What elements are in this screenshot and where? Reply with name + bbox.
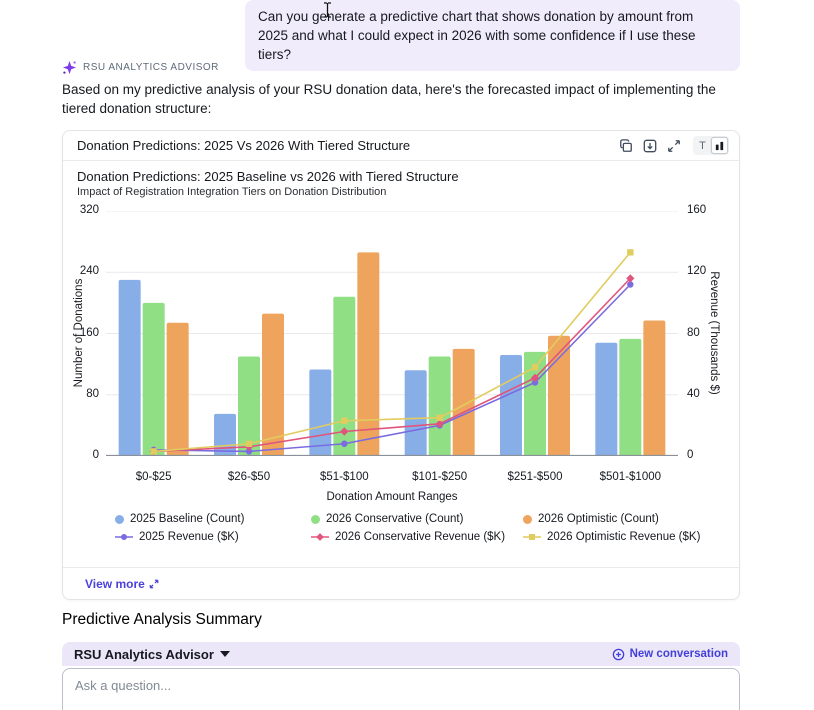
plot-subtitle: Impact of Registration Integration Tiers on Donation Distribution — [77, 186, 387, 198]
view-toggle — [693, 136, 729, 155]
x-axis-label: $0-$25 — [135, 471, 172, 483]
bar-2026 Optimistic (Count) — [262, 314, 284, 456]
x-axis-title: Donation Amount Ranges — [326, 491, 458, 503]
y-tick-left: 240 — [79, 265, 99, 278]
bar-2025 Baseline (Count) — [595, 343, 617, 456]
copy-icon[interactable] — [617, 137, 635, 155]
sparkle-icon — [62, 60, 77, 75]
chart-card-actions — [617, 136, 729, 155]
bar-2025 Baseline (Count) — [119, 280, 141, 456]
text-cursor-icon — [322, 2, 333, 23]
y-tick-left: 320 — [79, 204, 99, 216]
y-tick-right: 80 — [687, 326, 700, 339]
y-tick-left: 0 — [92, 449, 99, 461]
legend-item — [115, 513, 311, 525]
y-tick-right: 0 — [687, 449, 694, 461]
agent-selector-dropdown[interactable]: RSU Analytics Advisor — [74, 647, 230, 662]
chat-input-container — [62, 668, 740, 710]
x-axis-label: $101-$250 — [412, 471, 468, 483]
plot-canvas — [106, 211, 678, 456]
new-conversation-button[interactable]: New conversation — [612, 648, 728, 661]
chart-card-title: Donation Predictions: 2025 Vs 2026 With Tiered Structure — [77, 138, 411, 153]
legend-line-swatch — [311, 532, 329, 542]
bar-2025 Baseline (Count) — [214, 414, 236, 456]
advisor-header — [62, 60, 219, 75]
bar-2026 Optimistic (Count) — [167, 323, 189, 456]
x-axis-label: $501-$1000 — [599, 471, 662, 483]
legend-swatch — [523, 515, 532, 524]
marker-square — [436, 415, 442, 421]
bar-2026 Conservative (Count) — [429, 356, 451, 456]
y-tick-left: 80 — [86, 387, 99, 400]
y-axis-label-left: Number of Donations — [73, 278, 85, 388]
marker-square — [627, 249, 633, 255]
bar-2026 Conservative (Count) — [143, 303, 165, 456]
expand-icon[interactable] — [665, 137, 683, 155]
bar-2025 Baseline (Count) — [405, 370, 427, 456]
x-axis-label: $251-$500 — [507, 471, 563, 483]
marker-square — [150, 448, 156, 454]
marker-square — [341, 418, 347, 424]
view-more-link[interactable]: View more — [85, 577, 159, 591]
chevron-down-icon — [220, 651, 230, 657]
y-tick-right: 160 — [687, 204, 707, 216]
chart-legend — [115, 513, 700, 543]
user-message-text: Can you generate a predictive chart that shows donation by amount from 2025 and what I could expect in 2026 with some confidence if I use these tiers? — [258, 9, 696, 62]
chart-card-footer — [63, 567, 739, 600]
bar-2026 Optimistic (Count) — [453, 349, 475, 456]
legend-line-swatch — [523, 532, 541, 542]
question-input[interactable] — [62, 668, 740, 710]
legend-item — [115, 531, 311, 543]
plot-title: Donation Predictions: 2025 Baseline vs 2026 with Tiered Structure — [77, 169, 459, 184]
marker-square — [246, 441, 252, 447]
marker-square — [532, 364, 538, 370]
x-axis-label: $51-$100 — [320, 471, 369, 483]
legend-label: 2026 Conservative Revenue ($K) — [335, 531, 506, 543]
legend-label: 2025 Revenue ($K) — [139, 531, 239, 543]
legend-line-swatch — [115, 532, 133, 542]
legend-item — [523, 513, 700, 525]
y-tick-right: 40 — [687, 387, 700, 400]
chart-area — [63, 161, 739, 567]
bar-2025 Baseline (Count) — [309, 369, 331, 456]
legend-label: 2026 Optimistic Revenue ($K) — [547, 531, 701, 543]
marker-circle — [341, 441, 347, 447]
legend-label: 2026 Optimistic (Count) — [538, 513, 659, 525]
summary-heading: Predictive Analysis Summary — [62, 611, 262, 628]
bar-2026 Conservative (Count) — [619, 339, 641, 456]
legend-label: 2025 Baseline (Count) — [130, 513, 245, 525]
legend-item — [523, 531, 700, 543]
x-axis-label: $26-$50 — [227, 471, 271, 483]
advisor-response: Based on my predictive analysis of your RSU donation data, here's the forecasted impact of implementing the tiered donation structure: — [62, 82, 716, 116]
bar-2026 Optimistic (Count) — [643, 320, 665, 456]
bottom-toolbar — [62, 642, 740, 666]
legend-item — [311, 531, 523, 543]
chart-card — [62, 130, 740, 600]
text-view-toggle[interactable]: T — [694, 137, 711, 154]
download-icon[interactable] — [641, 137, 659, 155]
y-tick-right: 120 — [687, 265, 707, 278]
circled-plus-icon — [612, 648, 625, 661]
y-tick-left: 160 — [79, 326, 99, 339]
legend-swatch — [311, 515, 320, 524]
chart-card-header — [63, 131, 739, 161]
bar-2026 Optimistic (Count) — [357, 252, 379, 456]
open-expand-icon — [149, 579, 159, 589]
bar-2025 Baseline (Count) — [500, 355, 522, 456]
bar-chart-icon[interactable] — [711, 137, 728, 154]
legend-swatch — [115, 515, 124, 524]
y-axis-label-right: Revenue (Thousands $) — [708, 271, 720, 395]
legend-label: 2026 Conservative (Count) — [326, 513, 464, 525]
user-message-bubble — [245, 0, 740, 71]
legend-item — [311, 513, 523, 525]
advisor-name: RSU ANALYTICS ADVISOR — [83, 62, 219, 73]
